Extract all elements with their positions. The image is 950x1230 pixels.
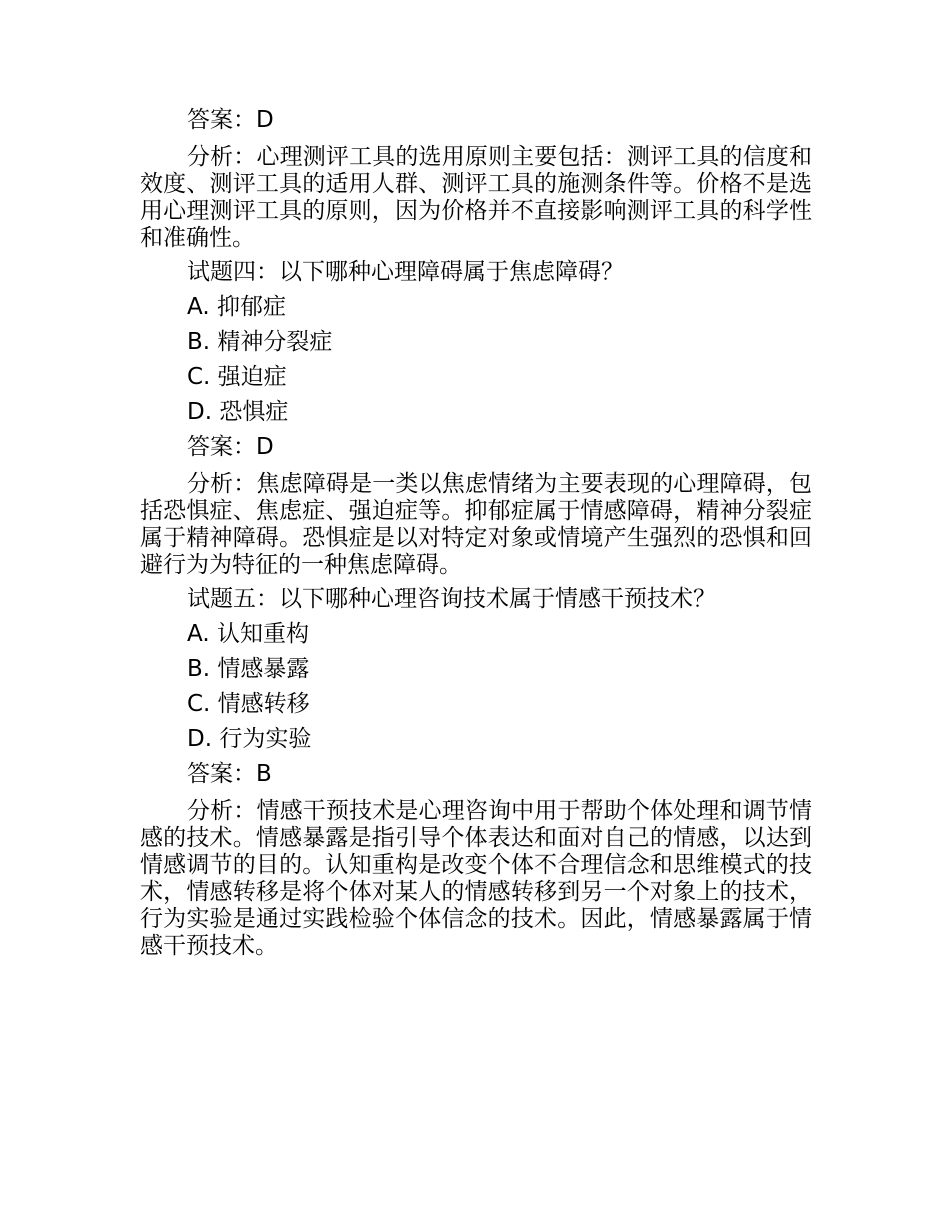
q4-option-a: A. 抑郁症: [187, 294, 286, 320]
q3-answer: 答案：D: [187, 107, 274, 133]
q5-question: 试题五：以下哪种心理咨询技术属于情感干预技术？: [187, 586, 716, 612]
q5-option-c: C. 情感转移: [187, 691, 310, 717]
q5-analysis: 分析：情感干预技术是心理咨询中用于帮助个体处理和调节情感的技术。情感暴露是指引导个体表达和面对自己的情感，以达到情感调节的目的。认知重构是改变个体不合理信念和思维模式的技术，情感转移是将个体对某人的情感转移到另一个对象上的技术，行为实验是通过实践检验个体信念的技术。因此，情感暴露属于情感干预技术。: [140, 798, 812, 959]
q3-analysis: 分析：心理测评工具的选用原则主要包括：测评工具的信度和效度、测评工具的适用人群、测评工具的施测条件等。价格不是选用心理测评工具的原则，因为价格并不直接影响测评工具的科学性和准确性。: [140, 144, 812, 251]
q5-option-b: B. 情感暴露: [187, 656, 310, 682]
q4-question: 试题四：以下哪种心理障碍属于焦虑障碍？: [187, 259, 624, 285]
q4-analysis: 分析：焦虑障碍是一类以焦虑情绪为主要表现的心理障碍，包括恐惧症、焦虑症、强迫症等。抑郁症属于情感障碍，精神分裂症属于精神障碍。恐惧症是以对特定对象或情境产生强烈的恐惧和回避行为为特征的一种焦虑障碍。: [140, 471, 812, 578]
q4-option-b: B. 精神分裂症: [187, 329, 333, 355]
q4-option-d: D. 恐惧症: [187, 399, 289, 425]
document-body: [140, 103, 812, 963]
q5-option-a: A. 认知重构: [187, 621, 309, 647]
q5-option-d: D. 行为实验: [187, 726, 312, 752]
q5-answer: 答案：B: [187, 761, 272, 787]
q4-option-c: C. 强迫症: [187, 364, 287, 390]
q4-answer: 答案：D: [187, 434, 274, 460]
